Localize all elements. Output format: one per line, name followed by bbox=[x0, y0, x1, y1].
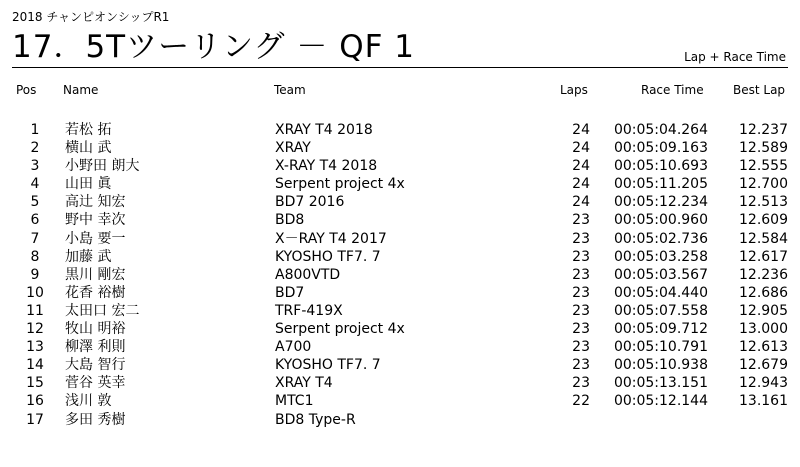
name-cell: 太田口 宏二 bbox=[65, 302, 140, 319]
name-cell: 小野田 朗大 bbox=[65, 158, 140, 175]
best-lap-cell: 12.609 bbox=[739, 212, 788, 229]
table-row bbox=[0, 392, 800, 410]
name-cell: 若松 拓 bbox=[65, 122, 112, 138]
table-row bbox=[0, 175, 800, 193]
header-rule bbox=[12, 67, 788, 68]
table-row bbox=[0, 193, 800, 211]
best-lap-cell: 12.679 bbox=[739, 357, 788, 374]
pos-cell: 17 bbox=[26, 411, 44, 428]
race-time-cell: 00:05:07.558 bbox=[613, 302, 708, 319]
table-row bbox=[0, 284, 800, 302]
team-cell: BD8 Type-R bbox=[275, 411, 356, 428]
column-header-laps: Laps bbox=[560, 83, 588, 97]
pos-cell: 16 bbox=[26, 393, 44, 410]
laps-cell: 24 bbox=[572, 194, 590, 211]
results-table bbox=[0, 121, 800, 429]
best-lap-cell: 12.555 bbox=[739, 158, 788, 175]
column-header-race-time: Race Time bbox=[641, 83, 704, 97]
pos-cell: 7 bbox=[30, 230, 40, 247]
best-lap-cell: 12.905 bbox=[739, 302, 788, 319]
team-cell: TRF-419X bbox=[275, 302, 343, 319]
race-time-cell: 00:05:10.693 bbox=[613, 158, 708, 175]
table-row bbox=[0, 121, 800, 139]
best-lap-cell: 12.236 bbox=[739, 266, 788, 283]
column-header-team: Team bbox=[274, 83, 306, 97]
laps-cell: 23 bbox=[572, 266, 590, 283]
pos-cell: 1 bbox=[30, 122, 40, 138]
table-row bbox=[0, 211, 800, 229]
name-cell: 高辻 知宏 bbox=[65, 194, 126, 211]
name-cell: 浅川 敦 bbox=[65, 393, 112, 410]
best-lap-cell: 12.686 bbox=[739, 284, 788, 301]
name-cell: 大島 智行 bbox=[65, 357, 126, 374]
pos-cell: 12 bbox=[26, 321, 44, 338]
race-time-cell: 00:05:09.712 bbox=[613, 321, 708, 338]
table-row bbox=[0, 266, 800, 284]
race-time-cell: 00:05:11.205 bbox=[613, 176, 708, 193]
name-cell: 山田 眞 bbox=[65, 176, 112, 193]
team-cell: XRAY bbox=[275, 140, 311, 157]
laps-cell: 23 bbox=[572, 284, 590, 301]
table-row bbox=[0, 320, 800, 338]
name-cell: 多田 秀樹 bbox=[65, 411, 126, 428]
team-cell: A800VTD bbox=[275, 266, 341, 283]
best-lap-cell: 13.000 bbox=[739, 321, 788, 338]
pos-cell: 10 bbox=[26, 284, 44, 301]
best-lap-cell: 12.613 bbox=[739, 339, 788, 356]
column-header-name: Name bbox=[63, 83, 99, 97]
table-row bbox=[0, 356, 800, 374]
pos-cell: 4 bbox=[30, 176, 40, 193]
page-title: 17．5Tツーリング － QF 1 bbox=[12, 29, 416, 65]
table-row bbox=[0, 338, 800, 356]
pos-cell: 11 bbox=[26, 302, 44, 319]
laps-cell: 23 bbox=[572, 230, 590, 247]
best-lap-cell: 12.700 bbox=[739, 176, 788, 193]
pos-cell: 15 bbox=[26, 375, 44, 392]
table-row bbox=[0, 230, 800, 248]
laps-cell: 24 bbox=[572, 140, 590, 157]
team-cell: X－RAY T4 2017 bbox=[275, 230, 387, 247]
race-time-cell: 00:05:04.440 bbox=[613, 284, 708, 301]
race-time-cell: 00:05:09.163 bbox=[613, 140, 708, 157]
name-cell: 加藤 武 bbox=[65, 248, 112, 265]
race-time-cell: 00:05:03.258 bbox=[613, 248, 708, 265]
table-row bbox=[0, 374, 800, 392]
name-cell: 横山 武 bbox=[65, 140, 112, 157]
race-time-cell: 00:05:10.791 bbox=[613, 339, 708, 356]
laps-cell: 23 bbox=[572, 212, 590, 229]
pos-cell: 6 bbox=[30, 212, 40, 229]
laps-cell: 23 bbox=[572, 321, 590, 338]
best-lap-cell: 12.513 bbox=[739, 194, 788, 211]
laps-cell: 23 bbox=[572, 302, 590, 319]
laps-cell: 23 bbox=[572, 357, 590, 374]
name-cell: 野中 幸次 bbox=[65, 212, 126, 229]
column-header-pos: Pos bbox=[16, 83, 37, 97]
name-cell: 柳澤 利則 bbox=[65, 339, 126, 356]
team-cell: BD8 bbox=[275, 212, 305, 229]
pos-cell: 9 bbox=[30, 266, 40, 283]
laps-cell: 24 bbox=[572, 158, 590, 175]
team-cell: XRAY T4 2018 bbox=[275, 122, 373, 138]
table-row bbox=[0, 157, 800, 175]
team-cell: KYOSHO TF7. 7 bbox=[275, 357, 381, 374]
pos-cell: 2 bbox=[30, 140, 40, 157]
pos-cell: 14 bbox=[26, 357, 44, 374]
team-cell: KYOSHO TF7. 7 bbox=[275, 248, 381, 265]
team-cell: X-RAY T4 2018 bbox=[275, 158, 378, 175]
best-lap-cell: 13.161 bbox=[739, 393, 788, 410]
race-time-cell: 00:05:04.264 bbox=[613, 122, 708, 138]
race-time-cell: 00:05:10.938 bbox=[613, 357, 708, 374]
pos-cell: 3 bbox=[30, 158, 40, 175]
best-lap-cell: 12.943 bbox=[739, 375, 788, 392]
table-row bbox=[0, 302, 800, 320]
team-cell: BD7 2016 bbox=[275, 194, 345, 211]
laps-cell: 23 bbox=[572, 375, 590, 392]
best-lap-cell: 12.237 bbox=[739, 122, 788, 138]
pos-cell: 8 bbox=[30, 248, 40, 265]
result-type-label: Lap + Race Time bbox=[684, 50, 786, 64]
race-time-cell: 00:05:12.144 bbox=[613, 393, 708, 410]
pos-cell: 13 bbox=[26, 339, 44, 356]
race-time-cell: 00:05:02.736 bbox=[613, 230, 708, 247]
best-lap-cell: 12.617 bbox=[739, 248, 788, 265]
laps-cell: 24 bbox=[572, 176, 590, 193]
race-time-cell: 00:05:03.567 bbox=[613, 266, 708, 283]
best-lap-cell: 12.584 bbox=[739, 230, 788, 247]
table-row bbox=[0, 411, 800, 429]
table-row bbox=[0, 248, 800, 266]
team-cell: XRAY T4 bbox=[275, 375, 333, 392]
race-time-cell: 00:05:13.151 bbox=[613, 375, 708, 392]
team-cell: Serpent project 4x bbox=[275, 321, 405, 338]
name-cell: 花香 裕樹 bbox=[65, 284, 126, 301]
laps-cell: 23 bbox=[572, 339, 590, 356]
name-cell: 牧山 明裕 bbox=[65, 321, 126, 338]
pos-cell: 5 bbox=[30, 194, 40, 211]
name-cell: 黒川 剛宏 bbox=[65, 266, 126, 283]
laps-cell: 22 bbox=[572, 393, 590, 410]
race-time-cell: 00:05:00.960 bbox=[613, 212, 708, 229]
laps-cell: 24 bbox=[572, 122, 590, 138]
column-header-best-lap: Best Lap bbox=[733, 83, 786, 97]
best-lap-cell: 12.589 bbox=[739, 140, 788, 157]
race-time-cell: 00:05:12.234 bbox=[613, 194, 708, 211]
team-cell: MTC1 bbox=[275, 393, 314, 410]
name-cell: 小島 要一 bbox=[65, 230, 126, 247]
event-name: 2018 チャンピオンシップR1 bbox=[12, 10, 170, 24]
laps-cell: 23 bbox=[572, 248, 590, 265]
team-cell: A700 bbox=[275, 339, 312, 356]
team-cell: BD7 bbox=[275, 284, 305, 301]
table-row bbox=[0, 139, 800, 157]
name-cell: 菅谷 英幸 bbox=[65, 375, 126, 392]
team-cell: Serpent project 4x bbox=[275, 176, 405, 193]
